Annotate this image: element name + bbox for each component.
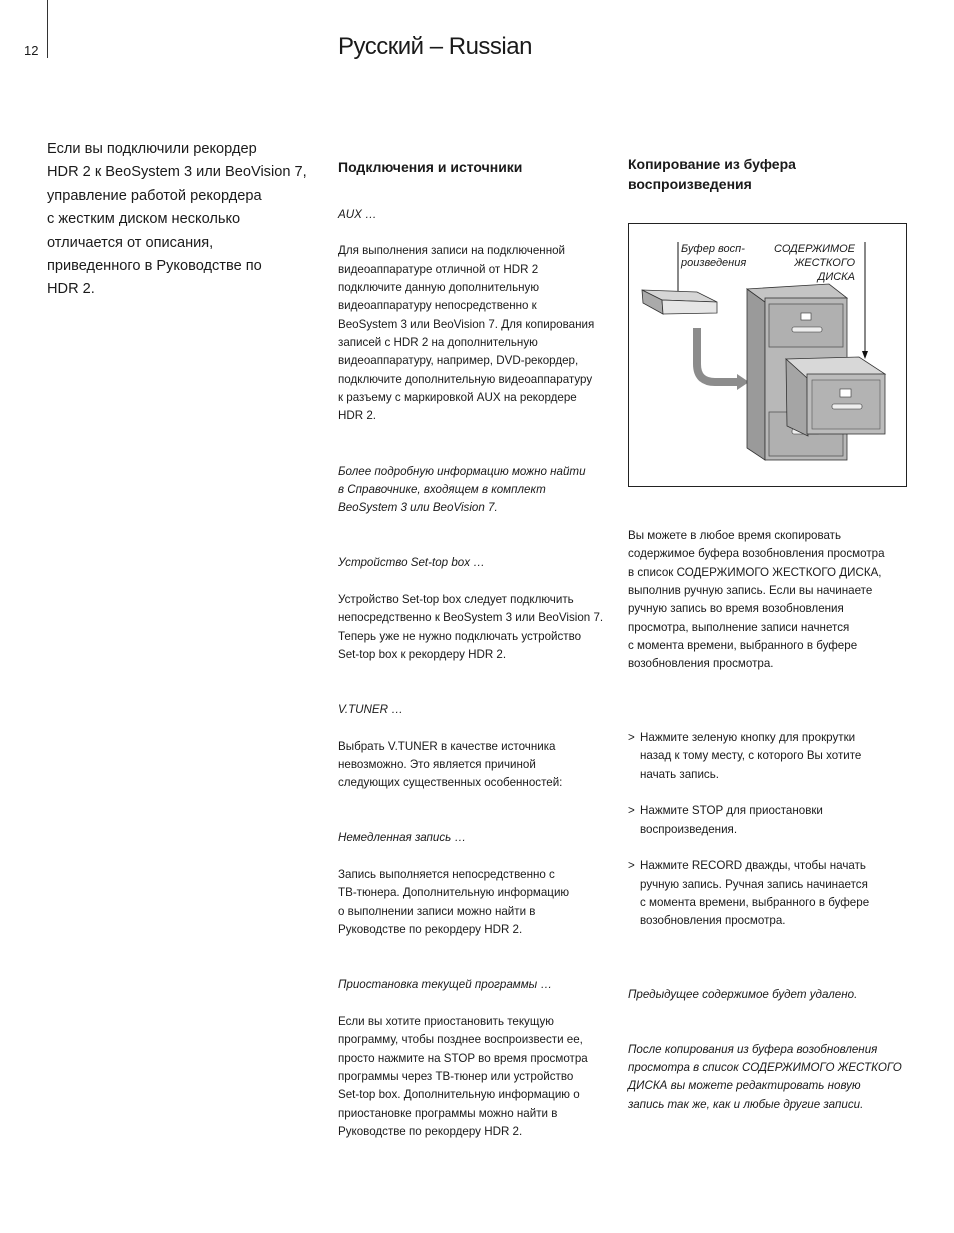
aux-note: Более подробную информацию можно найти в Справочнике, входящем в комплект BeoSystem 3 или BeoVision 7. bbox=[338, 464, 586, 515]
copy-buffer-column bbox=[628, 136, 913, 1151]
note-after-copy: После копирования из буфера возобновления просмотра в список СОДЕРЖИМОГО ЖЕСТКОГО ДИСКА вы можете редактировать новую запись так же, как и любые другие записи. bbox=[628, 1042, 902, 1111]
step-marker: > bbox=[628, 730, 635, 744]
step-item bbox=[628, 802, 913, 839]
pause-label: Приостановка текущей программы … bbox=[338, 978, 553, 992]
vtuner-label: V.TUNER … bbox=[338, 702, 403, 716]
margin-rule bbox=[47, 0, 48, 58]
page-title: Русский – Russian bbox=[338, 33, 532, 60]
instant-record-label: Немедленная запись … bbox=[338, 831, 467, 845]
step-text: Нажмите RECORD дважды, чтобы начать ручную запись. Ручная запись начинается с момента времени, выбранного в буфере возобновления просмотра. bbox=[640, 859, 870, 928]
hdd-contents-label: СОДЕРЖИМОЕ ЖЕСТКОГО ДИСКА bbox=[774, 242, 855, 283]
copy-intro-text: Вы можете в любое время скопировать содержимое буфера возобновления просмотра в список СОДЕРЖИМОГО ЖЕСТКОГО ДИСКА, выполнив ручную запись. Если вы начинаете ручную запись во время возобновления просмотра, выполнение записи начнется с момента времени, выбранного в буфере возобновления просмотра. bbox=[628, 529, 885, 671]
aux-label: AUX … bbox=[338, 207, 377, 221]
copy-buffer-heading: Копирование из буфера воспроизведения bbox=[628, 156, 796, 193]
intro-text: Если вы подключили рекордер HDR 2 к BeoSystem 3 или BeoVision 7, управление работой рекордера с жестким диском несколько отличается от описания, приведенного в Руководстве по HDR 2. bbox=[47, 141, 307, 298]
instant-record-text: Запись выполняется непосредственно с ТВ-тюнера. Дополнительную информацию о выполнении записи можно найти в Руководстве по рекордеру HDR 2. bbox=[338, 868, 570, 937]
step-marker: > bbox=[628, 804, 635, 818]
file-cabinet-figure bbox=[628, 223, 907, 487]
step-item bbox=[628, 857, 913, 930]
vtuner-text: Выбрать V.TUNER в качестве источника невозможно. Это является причиной следующих существенных особенностей: bbox=[338, 739, 563, 790]
note-erased: Предыдущее содержимое будет удалено. bbox=[628, 987, 858, 1001]
buffer-label: Буфер восп- роизведения bbox=[681, 242, 747, 269]
page-number: 12 bbox=[24, 43, 39, 58]
step-text: Нажмите STOP для приостановки воспроизведения. bbox=[640, 804, 823, 836]
stb-text: Устройство Set-top box следует подключить непосредственно к BeoSystem 3 или BeoVision 7. Теперь уже не нужно подключать устройство Set-top box к рекордеру HDR 2. bbox=[338, 592, 604, 661]
pause-text: Если вы хотите приостановить текущую программу, чтобы позднее воспроизвести ее, просто нажмите на STOP во время просмотра программы через ТВ-тюнер или устройство Set-top box. Дополнительную информацию о приостановке программы можно найти в Руководстве по рекордеру HDR 2. bbox=[338, 1014, 588, 1138]
aux-text: Для выполнения записи на подключенной видеоаппаратуре отличной от HDR 2 подключите данную дополнительную видеоаппаратуру непосредственно к BeoSystem 3 или BeoVision 7. Для копирования записей с HDR 2 на дополнительную видеоаппаратуру, например, DVD-рекордер, подключите дополнительную видеоаппаратуру к разъему с маркировкой AUX на рекордере HDR 2. bbox=[338, 244, 595, 423]
stb-label: Устройство Set-top box … bbox=[338, 556, 485, 570]
step-text: Нажмите зеленую кнопку для прокрутки назад к тому месту, с которого Вы хотите начать запись. bbox=[640, 730, 862, 781]
steps-list bbox=[628, 710, 913, 948]
step-marker: > bbox=[628, 859, 635, 873]
connections-column bbox=[338, 139, 623, 1178]
connections-heading: Подключения и источники bbox=[338, 159, 523, 176]
step-item bbox=[628, 729, 913, 784]
